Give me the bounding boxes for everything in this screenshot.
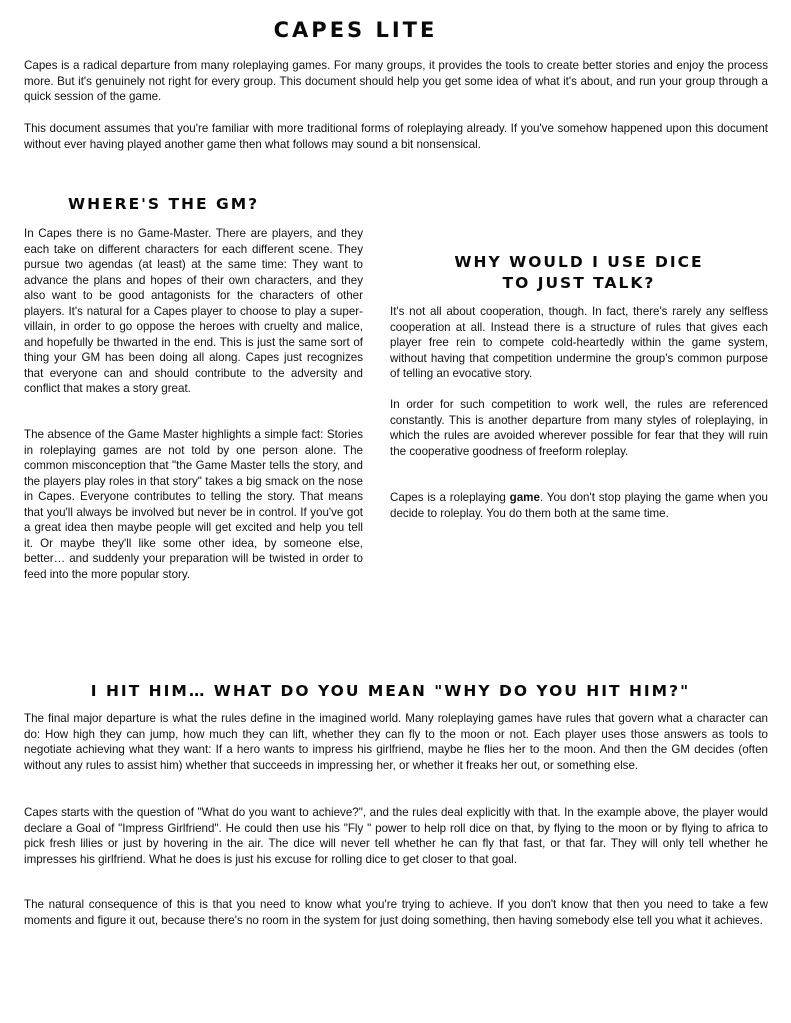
dice-paragraph-3-before: Capes is a roleplaying <box>390 491 510 504</box>
dice-paragraph-3-bold: game <box>509 491 540 504</box>
hit-paragraph-1: The final major departure is what the rules define in the imagined world. Many roleplaying games have rules that govern what a character can do: How high they can jump, how much they can lift, whether they can fly to the moon or not. Each player uses those answers as tools to negotiate achieving what they want: If a hero wants to impress his girlfriend, maybe he flies her to the moon. And then the GM decides (often without any rules to assist him) whether that succeeds in impressing her, or whether it freaks her out, or something else. <box>24 712 768 772</box>
intro-paragraph-2: This document assumes that you're familiar with more traditional forms of roleplaying already. If you've somehow happened upon this document without ever having played another game then what follows may sound a bit nonsensical. <box>24 122 768 151</box>
dice-paragraph-1: It's not all about cooperation, though. In fact, there's rarely any selfless cooperation at all. Instead there is a structure of rules that gives each player free rein to compete cold-heartedly within the game system, without having that competition undermine the group's common purpose of telling an evocative story. <box>390 305 768 380</box>
intro-paragraph-1: Capes is a radical departure from many roleplaying games. For many groups, it provides the tools to create better stories and enjoy the process more. But it's genuinely not right for every group. This document should help you get some idea of what it's about, and run your group through a quick session of the game. <box>24 59 768 103</box>
dice-paragraph-2: In order for such competition to work well, the rules are referenced constantly. This is another departure from many styles of roleplaying, in which the rules are avoided wherever possible for fear that they will ruin the cooperative goodness of freeform roleplay. <box>390 398 768 458</box>
dice-heading-line-1: WHY WOULD I USE DICE <box>454 253 704 271</box>
section-heading-gm: WHERE'S THE GM? <box>68 195 260 213</box>
hit-paragraph-3: The natural consequence of this is that you need to know what you're trying to achieve. If you don't know that then you need to take a few moments and figure it out, because there's no room in the system for just doing something, then having somebody else tell you what it achieves. <box>24 898 768 927</box>
gm-paragraph-1: In Capes there is no Game-Master. There are players, and they each take on different characters for each different scene. They pursue two agendas (at least) at the same time: They want to advance the plans and hopes of their own characters, and they also want to be good antagonists for the characters of other players. It's natural for a Capes player to choose to play a super-villain, in order to go oppose the heroes with cruelty and malice, and hopefully be thwarted in the end. This is just the same sort of thing your GM has been doing all along. Capes just recognizes that everyone can and should contribute to the adversity and conflict that makes a story great. <box>24 227 363 395</box>
document-title: CAPES LITE <box>273 18 438 42</box>
hit-paragraph-2: Capes starts with the question of "What do you want to achieve?", and the rules deal explicitly with that. In the example above, the player would declare a Goal of "Impress Girlfriend". He could then use his "Fly " power to help roll dice on that, by flying to the moon or by flying to africa to pick fresh lilies or just by hovering in the air. The dice will never tell whether he can fly that fast, or that far. They will only tell whether he impresses his girlfriend. What he does is just his excuse for rolling dice to get closer to that goal. <box>24 806 768 866</box>
dice-heading-line-2: TO JUST TALK? <box>502 274 656 292</box>
section-heading-dice <box>390 252 768 294</box>
gm-paragraph-2: The absence of the Game Master highlights a simple fact: Stories in roleplaying games are not told by one person alone. The common misconception that "the Game Master tells the story, and the players play roles in that story" takes a big smack on the nose in Capes. Everyone contributes to telling the story. That means that you'll always be involved but never be in control. If you've got a great idea then maybe people will get excited and help you tell it. Or maybe they'll like some other idea, by someone else, better… and suddenly your preparation will be twisted in order to feed into the more popular story. <box>24 428 363 581</box>
section-heading-hit: I HIT HIM… WHAT DO YOU MEAN "WHY DO YOU HIT HIM?" <box>90 682 691 700</box>
dice-paragraph-3-after: . You don't stop playing the game when you decide to roleplay. You do them both at the same time. <box>390 491 768 520</box>
dice-paragraph-3 <box>390 490 768 521</box>
